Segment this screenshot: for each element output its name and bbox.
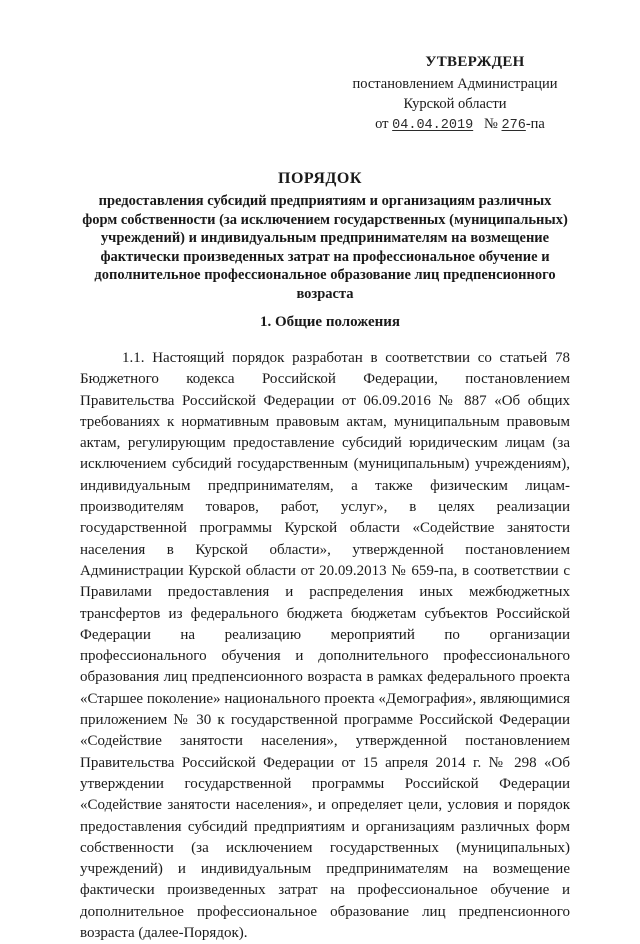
date-prefix: от	[375, 116, 389, 132]
approval-line-1: постановлением Администрации	[352, 76, 558, 92]
approved-heading: УТВЕРЖДЕН	[425, 54, 525, 70]
section-heading: 1. Общие положения	[259, 314, 401, 330]
number-suffix: -па	[525, 116, 545, 132]
approval-number: 276	[501, 118, 526, 133]
section-paragraph: 1.1. Настоящий порядок разработан в соответствии со статьей 78 Бюджетного кодекса Российской Федерации, постановлением Правительства Российской Федерации от 06.09.2016 № 887 «Об общих требованиях к нормативным правовым актам, муниципальным правовым актам, регулирующим предоставление субсидий юридическим лицам (за исключением субсидий государственным (муниципальным) учреждениям), индивидуальным предпринимателям, а также физическим лицам-производителям товаров, работ, услуг», в целях реализации государственной программы Курской области «Содействие занятости населения в Курской области», утвержденной постановлением Администрации Курской области от 20.09.2013 № 659-па, в соответствии с Правилами предоставления и распределения иных межбюджетных трансфертов из федерального бюджета бюджетам субъектов Российской Федерации на реализацию мероприятий по организации профессионального обучения и дополнительного профессионального образования лиц предпенсионного возраста в рамках федерального проекта «Старшее поколение» национального проекта «Демография», являющимися приложением № 30 к государственной программе Российской Федерации «Содействие занятости населения», утвержденной постановлением Правительства Российской Федерации от 15 апреля 2014 г. № 298 «Об утверждении государственной программы Российской Федерации «Содействие занятости населения», и определяет цели, условия и порядок предоставления субсидий предприятиям и организациям различных форм собственности (за исключением государственных (муниципальных) учреждений) и индивидуальным предпринимателям на возмещение фактически произведенных затрат на профессиональное обучение и дополнительное профессиональное образование лиц предпенсионного возраста (далее-Порядок).	[80, 350, 570, 942]
approval-line-2: Курской области	[403, 96, 507, 112]
document-subtitle: предоставления субсидий предприятиям и организациям различных форм собственности (за исключением государственных (муниципальных) учреждений) и индивидуальным предпринимателям на возмещение фактически произведенных затрат на профессиональное обучение и дополнительное профессиональное образование лиц предпенсионного возраста	[82, 193, 568, 302]
approval-date: 04.04.2019	[392, 118, 474, 133]
approval-date-line	[350, 114, 570, 136]
number-prefix: №	[484, 116, 498, 132]
approval-stamp-block	[340, 52, 570, 136]
document-title: ПОРЯДОК	[278, 170, 362, 187]
